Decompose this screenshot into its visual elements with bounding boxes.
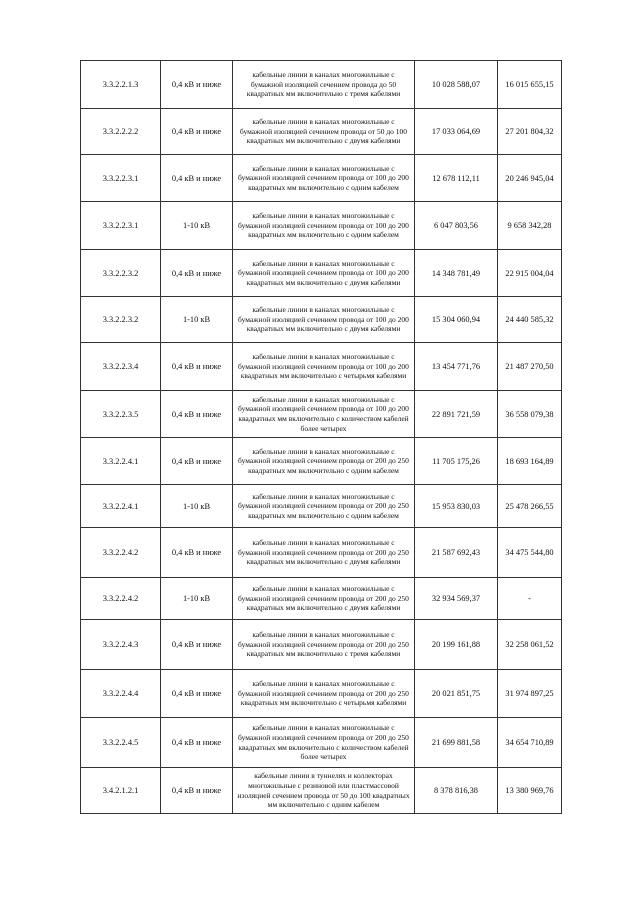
row-value-2: 21 487 270,50 xyxy=(498,343,562,391)
table-row xyxy=(81,343,562,391)
row-description: кабельные линии в каналах многожильные с бумажной изоляцией сечением провода до 50 квадратных мм включительно с тремя кабелями xyxy=(233,61,415,109)
row-code: 3.3.2.2.4.1 xyxy=(81,485,161,528)
row-description: кабельные линии в каналах многожильные с бумажной изоляцией сечением провода от 50 до 100 квадратных мм включительно с двумя кабелями xyxy=(233,109,415,155)
row-value-2: - xyxy=(498,578,562,620)
row-voltage: 0,4 кВ и ниже xyxy=(161,391,233,438)
table-row xyxy=(81,620,562,670)
row-value-2: 32 258 061,52 xyxy=(498,620,562,670)
row-value-2: 16 015 655,15 xyxy=(498,61,562,109)
row-value-2: 34 654 710,89 xyxy=(498,718,562,768)
table-row xyxy=(81,297,562,343)
table-row xyxy=(81,670,562,718)
row-code: 3.3.2.2.3.4 xyxy=(81,343,161,391)
row-voltage: 1-10 кВ xyxy=(161,578,233,620)
row-description: кабельные линии в туннелях и коллекторах многожильные с резиновой или пластмассовой изоляцией сечением провода от 50 до 100 квадратных мм включительно с одним кабелем xyxy=(233,768,415,814)
row-code: 3.3.2.2.3.5 xyxy=(81,391,161,438)
table-row xyxy=(81,61,562,109)
row-voltage: 0,4 кВ и ниже xyxy=(161,718,233,768)
row-code: 3.3.2.2.1.3 xyxy=(81,61,161,109)
table-row xyxy=(81,250,562,297)
row-value-2: 9 658 342,28 xyxy=(498,202,562,250)
row-value-2: 34 475 544,80 xyxy=(498,528,562,578)
row-code: 3.3.2.2.4.2 xyxy=(81,578,161,620)
table-row xyxy=(81,485,562,528)
row-code: 3.3.2.2.3.1 xyxy=(81,155,161,202)
row-voltage: 0,4 кВ и ниже xyxy=(161,768,233,814)
row-value-1: 6 047 803,56 xyxy=(415,202,498,250)
table-row xyxy=(81,768,562,814)
row-code: 3.3.2.2.3.1 xyxy=(81,202,161,250)
row-description: кабельные линии в каналах многожильные с бумажной изоляцией сечением провода от 100 до 200 квадратных мм включительно с двумя кабелями xyxy=(233,297,415,343)
table-row xyxy=(81,578,562,620)
row-voltage: 0,4 кВ и ниже xyxy=(161,620,233,670)
row-value-1: 14 348 781,49 xyxy=(415,250,498,297)
row-description: кабельные линии в каналах многожильные с бумажной изоляцией сечением провода от 200 до 250 квадратных мм включительно с одним кабелем xyxy=(233,485,415,528)
table-row xyxy=(81,438,562,485)
row-voltage: 0,4 кВ и ниже xyxy=(161,155,233,202)
row-code: 3.3.2.2.4.4 xyxy=(81,670,161,718)
row-description: кабельные линии в каналах многожильные с бумажной изоляцией сечением провода от 100 до 200 квадратных мм включительно с количеством кабелей более четырех xyxy=(233,391,415,438)
tariff-table xyxy=(80,60,562,814)
table-row xyxy=(81,109,562,155)
row-value-1: 10 028 588,07 xyxy=(415,61,498,109)
row-description: кабельные линии в каналах многожильные с бумажной изоляцией сечением провода от 200 до 250 квадратных мм включительно с двумя кабелями xyxy=(233,578,415,620)
row-value-1: 21 699 881,58 xyxy=(415,718,498,768)
row-description: кабельные линии в каналах многожильные с бумажной изоляцией сечением провода от 100 до 200 квадратных мм включительно с четырьмя кабелями xyxy=(233,343,415,391)
table-row xyxy=(81,391,562,438)
table-body xyxy=(81,61,562,814)
row-value-1: 11 705 175,26 xyxy=(415,438,498,485)
row-code: 3.3.2.2.2.2 xyxy=(81,109,161,155)
row-voltage: 1-10 кВ xyxy=(161,485,233,528)
row-code: 3.3.2.2.3.2 xyxy=(81,250,161,297)
row-voltage: 1-10 кВ xyxy=(161,297,233,343)
row-code: 3.3.2.2.4.5 xyxy=(81,718,161,768)
row-value-1: 20 199 161,88 xyxy=(415,620,498,670)
row-description: кабельные линии в каналах многожильные с бумажной изоляцией сечением провода от 200 до 250 квадратных мм включительно с количеством кабелей более четырех xyxy=(233,718,415,768)
row-voltage: 1-10 кВ xyxy=(161,202,233,250)
table-row xyxy=(81,718,562,768)
row-value-2: 20 246 945,04 xyxy=(498,155,562,202)
row-value-2: 25 478 266,55 xyxy=(498,485,562,528)
row-voltage: 0,4 кВ и ниже xyxy=(161,250,233,297)
table-row xyxy=(81,528,562,578)
table-row xyxy=(81,155,562,202)
row-value-2: 24 440 585,32 xyxy=(498,297,562,343)
row-value-1: 17 033 064,69 xyxy=(415,109,498,155)
row-code: 3.3.2.2.4.2 xyxy=(81,528,161,578)
row-value-1: 21 587 692,43 xyxy=(415,528,498,578)
row-value-2: 27 201 804,32 xyxy=(498,109,562,155)
row-voltage: 0,4 кВ и ниже xyxy=(161,438,233,485)
row-voltage: 0,4 кВ и ниже xyxy=(161,343,233,391)
row-value-2: 13 380 969,76 xyxy=(498,768,562,814)
row-value-1: 15 304 060,94 xyxy=(415,297,498,343)
row-code: 3.3.2.2.4.1 xyxy=(81,438,161,485)
row-code: 3.3.2.2.3.2 xyxy=(81,297,161,343)
row-value-1: 13 454 771,76 xyxy=(415,343,498,391)
row-value-1: 15 953 830,03 xyxy=(415,485,498,528)
row-value-1: 8 378 816,38 xyxy=(415,768,498,814)
row-description: кабельные линии в каналах многожильные с бумажной изоляцией сечением провода от 200 до 250 квадратных мм включительно с двумя кабелями xyxy=(233,528,415,578)
row-value-1: 22 891 721,59 xyxy=(415,391,498,438)
row-description: кабельные линии в каналах многожильные с бумажной изоляцией сечением провода от 100 до 200 квадратных мм включительно с одним кабелем xyxy=(233,202,415,250)
row-value-2: 31 974 897,25 xyxy=(498,670,562,718)
row-voltage: 0,4 кВ и ниже xyxy=(161,61,233,109)
row-value-1: 32 934 569,37 xyxy=(415,578,498,620)
row-voltage: 0,4 кВ и ниже xyxy=(161,528,233,578)
row-value-1: 20 021 851,75 xyxy=(415,670,498,718)
row-voltage: 0,4 кВ и ниже xyxy=(161,670,233,718)
row-code: 3.3.2.2.4.3 xyxy=(81,620,161,670)
row-code: 3.4.2.1.2.1 xyxy=(81,768,161,814)
row-description: кабельные линии в каналах многожильные с бумажной изоляцией сечением провода от 100 до 200 квадратных мм включительно с одним кабелем xyxy=(233,155,415,202)
row-description: кабельные линии в каналах многожильные с бумажной изоляцией сечением провода от 200 до 250 квадратных мм включительно с тремя кабелями xyxy=(233,620,415,670)
row-description: кабельные линии в каналах многожильные с бумажной изоляцией сечением провода от 200 до 250 квадратных мм включительно с одним кабелем xyxy=(233,438,415,485)
row-description: кабельные линии в каналах многожильные с бумажной изоляцией сечением провода от 200 до 250 квадратных мм включительно с четырьмя кабелями xyxy=(233,670,415,718)
table-row xyxy=(81,202,562,250)
row-voltage: 0,4 кВ и ниже xyxy=(161,109,233,155)
row-value-2: 18 693 164,89 xyxy=(498,438,562,485)
row-description: кабельные линии в каналах многожильные с бумажной изоляцией сечением провода от 100 до 200 квадратных мм включительно с двумя кабелями xyxy=(233,250,415,297)
row-value-2: 22 915 004,04 xyxy=(498,250,562,297)
row-value-2: 36 558 079,38 xyxy=(498,391,562,438)
row-value-1: 12 678 112,11 xyxy=(415,155,498,202)
